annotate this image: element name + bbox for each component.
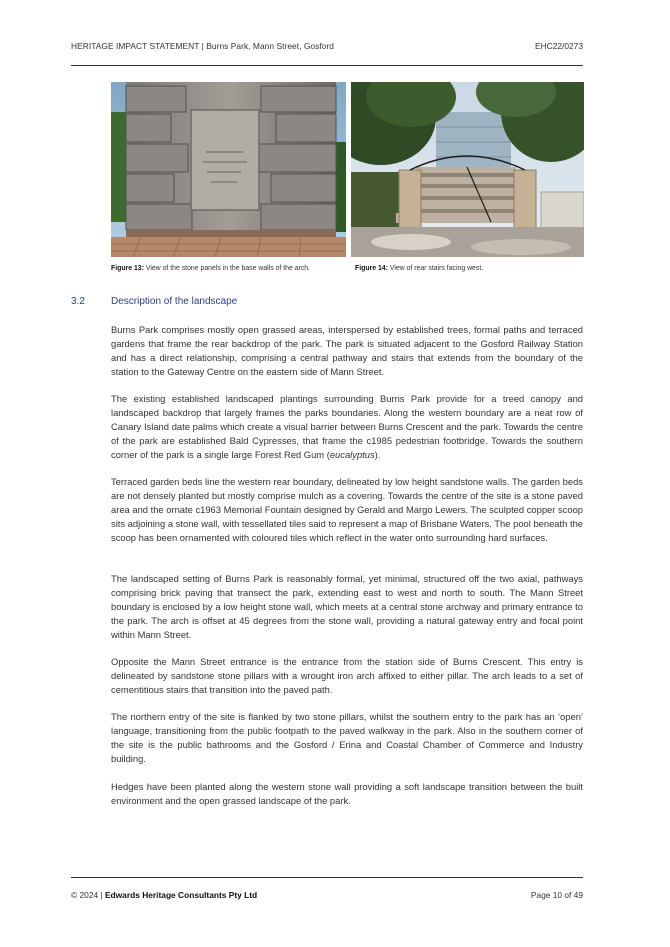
- section-title: Description of the landscape: [111, 296, 238, 307]
- figure-13-caption: [111, 265, 310, 272]
- plantings-text-a: The existing established landscaped plantings surrounding Burns Park provide for a treed canopy and landscaped backdrop that largely frames the parks boundaries. Along the western boundary are a neat row of Canary Island date palms which create a visual barrier between Burns Crescent and the park. Towards the centre of the park are established Bald Cypresses, that frame the c1985 pedestrian footbridge. Towards the southern corner of the park is a single large Forest Red Gum (: [111, 393, 583, 460]
- figure-14-text: View of rear stairs facing west.: [387, 265, 484, 272]
- figure-13-photo: [111, 82, 346, 257]
- header-reference: EHC22/0273: [535, 41, 583, 51]
- paragraph-northern-entry-text: The northern entry of the site is flanked by two stone pillars, whilst the southern entry to the park has an ‘open’ language, transitioning from the public footpath to the paved walkway in the park. Also in the southern corner of the site is the public bathrooms and the Gosford / Erina and Coastal Chamber of Commerce and Industry building.: [111, 711, 583, 764]
- paragraph-overview: [111, 323, 583, 379]
- paragraph-hedges-text: Hedges have been planted along the western stone wall providing a soft landscape transition between the built environment and the open grassed landscape of the park.: [111, 781, 583, 806]
- figure-13-label: Figure 13:: [111, 265, 144, 272]
- paragraph-landscaped-setting: [111, 572, 583, 642]
- figure-14-photo: [351, 82, 584, 257]
- figure-13-text: View of the stone panels in the base walls of the arch.: [143, 265, 311, 272]
- paragraph-station-entrance: [111, 655, 583, 697]
- paragraph-terraced-gardens: [111, 475, 583, 545]
- plantings-text-b: ).: [374, 448, 381, 460]
- paragraph-northern-entry: [111, 710, 583, 766]
- paragraph-plantings: [111, 392, 583, 462]
- paragraph-hedges: [111, 780, 583, 808]
- header-title: HERITAGE IMPACT STATEMENT | Burns Park, Mann Street, Gosford: [71, 41, 334, 51]
- footer-rule: [71, 877, 583, 878]
- footer-company: Edwards Heritage Consultants Pty Ltd: [104, 890, 258, 900]
- section-number: 3.2: [71, 296, 85, 307]
- page-header: [71, 41, 583, 53]
- paragraph-landscaped-setting-text: The landscaped setting of Burns Park is reasonably formal, yet minimal, structured off the two axial, pathways comprising brick paving that transect the park, extending east to west and north to south. The Mann Street boundary is enclosed by a low height stone wall, which meets at a central stone archway and primary entrance to the park. The arch is offset at 45 degrees from the stone wall, providing a natural gateway entry and focal point within Mann Street.: [111, 573, 583, 640]
- footer-credit: [71, 890, 257, 900]
- paragraph-overview-text: Burns Park comprises mostly open grassed areas, interspersed by established trees, formal paths and terraced gardens that frame the rear backdrop of the park. The park is situated adjacent to the Gosford Railway Station and has a direct relationship, comprising a central pathway and stairs that extends from the boundary of the station to the Gateway Centre on the eastern side of Mann Street.: [111, 324, 583, 377]
- paragraph-terraced-gardens-text: Terraced garden beds line the western rear boundary, delineated by low height sandstone walls. The garden beds are not densely planted but mostly comprise mulch as a covering. Towards the centre of the site is a stone paved area and the ornate c1963 Memorial Fountain designed by Gerald and Margo Lewers. The sculpted copper scoop sits adjoining a stone wall, with tessellated tiles said to represent a map of Brisbane Waters. The pool beneath the scoop has been ornamented with coloured tiles which reflect in the water onto surrounding hard surfaces.: [111, 476, 583, 543]
- paragraph-plantings-text: [111, 392, 583, 462]
- plantings-species-name: eucalyptus: [329, 448, 375, 460]
- figure-14-caption: [355, 265, 483, 272]
- page-number: Page 10 of 49: [530, 890, 583, 900]
- figure-14-label: Figure 14:: [355, 265, 388, 272]
- paragraph-station-entrance-text: Opposite the Mann Street entrance is the entrance from the station side of Burns Crescent. This entry is delineated by sandstone stone pillars with a wrought iron arch affixed to either pillar. The arch leads to a set of cementitious stairs that transition into the paved path.: [111, 656, 583, 695]
- header-rule: [71, 65, 583, 66]
- footer-copyright: © 2024 |: [71, 890, 105, 900]
